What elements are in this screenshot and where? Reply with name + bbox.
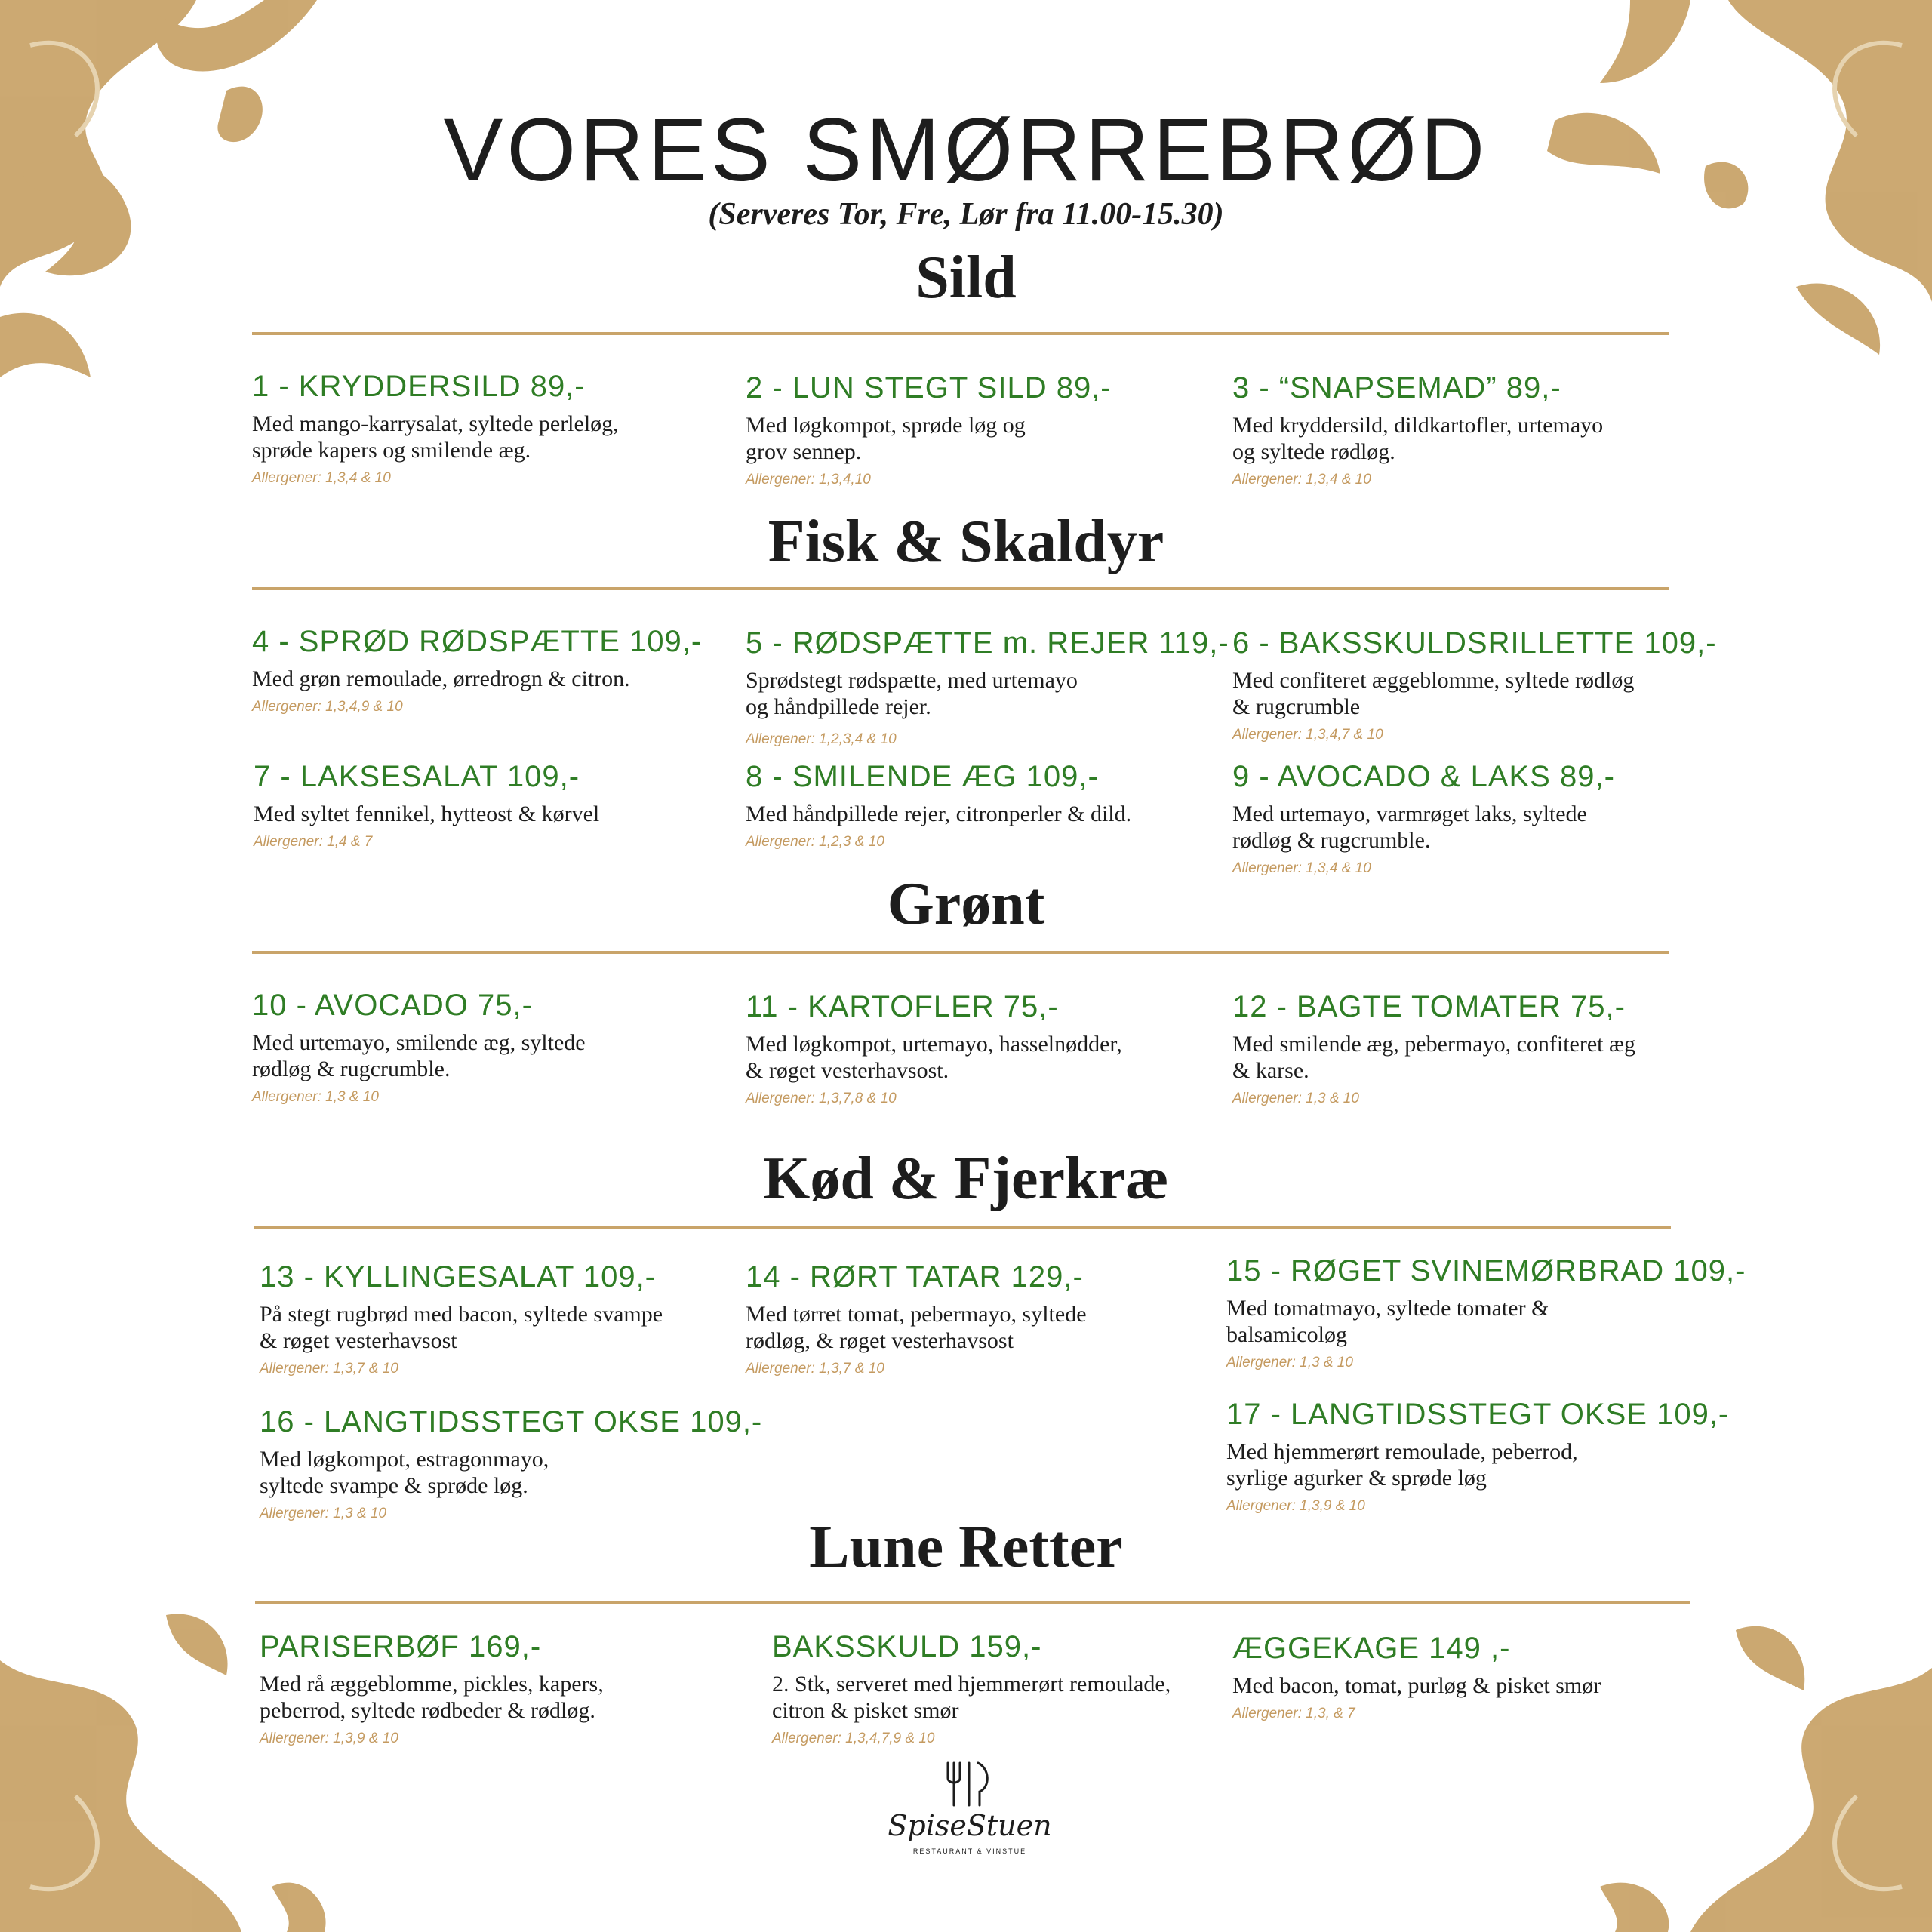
restaurant-logo (857, 1758, 1083, 1872)
menu-item (260, 1630, 743, 1746)
item-allergens: Allergener: 1,3,4 & 10 (1232, 472, 1371, 488)
item-name: 2 - LUN STEGT SILD 89,- (746, 371, 1112, 405)
section-title-koed-fjerkrae: Kød & Fjerkræ (763, 1146, 1169, 1212)
menu-item (772, 1630, 1255, 1746)
item-name: 12 - BAGTE TOMATER 75,- (1232, 990, 1626, 1023)
item-allergens: Allergener: 1,2,3 & 10 (746, 834, 884, 850)
item-allergens: Allergener: 1,3 & 10 (1232, 1091, 1359, 1106)
item-description: Med løgkompot, estragonmayo, syltede svampe & sprøde løg. (260, 1447, 549, 1498)
item-description: Med mango-karrysalat, syltede perleløg, sprøde kapers og smilende æg. (252, 411, 619, 463)
item-allergens: Allergener: 1,3,4,9 & 10 (252, 699, 403, 715)
section-divider (252, 587, 1669, 590)
section-title-sild: Sild (915, 245, 1017, 311)
item-description: Med hjemmerørt remoulade, peberrod, syrlige agurker & sprøde løg (1226, 1439, 1578, 1491)
menu-item (1226, 1254, 1746, 1371)
item-name: BAKSSKULD 159,- (772, 1630, 1042, 1663)
item-allergens: Allergener: 1,3,4 & 10 (252, 470, 391, 486)
item-name: 5 - RØDSPÆTTE m. REJER 119,- (746, 626, 1229, 660)
item-allergens: Allergener: 1,2,3,4 & 10 (746, 731, 897, 747)
serving-hours: (Serveres Tor, Fre, Lør fra 11.00-15.30) (708, 197, 1224, 232)
item-name: 11 - KARTOFLER 75,- (746, 990, 1059, 1023)
menu-item (1232, 1632, 1715, 1721)
item-description: Med løgkompot, urtemayo, hasselnødder, & røget vesterhavsost. (746, 1032, 1122, 1083)
logo-wordmark: SpiseStuen (888, 1809, 1052, 1842)
section-title-groent: Grønt (887, 871, 1045, 937)
item-name: 4 - SPRØD RØDSPÆTTE 109,- (252, 625, 703, 658)
item-allergens: Allergener: 1,3,7 & 10 (260, 1361, 398, 1377)
menu-item (254, 760, 737, 849)
item-name: 9 - AVOCADO & LAKS 89,- (1232, 760, 1615, 793)
item-name: 13 - KYLLINGESALAT 109,- (260, 1260, 656, 1294)
item-allergens: Allergener: 1,3 & 10 (1226, 1355, 1353, 1371)
item-allergens: Allergener: 1,3,4 & 10 (1232, 860, 1371, 876)
item-name: 16 - LANGTIDSSTEGT OKSE 109,- (260, 1405, 763, 1438)
item-allergens: Allergener: 1,3, & 7 (1232, 1706, 1355, 1721)
item-name: 8 - SMILENDE ÆG 109,- (746, 760, 1099, 793)
item-allergens: Allergener: 1,3 & 10 (252, 1089, 379, 1105)
item-description: Med kryddersild, dildkartofler, urtemayo og syltede rødløg. (1232, 413, 1604, 464)
item-name: ÆGGEKAGE 149 ,- (1232, 1632, 1511, 1665)
item-name: 3 - “SNAPSEMAD” 89,- (1232, 371, 1561, 405)
item-description: Med tomatmayo, syltede tomater & balsamicoløg (1226, 1296, 1549, 1347)
item-description: Med bacon, tomat, purløg & pisket smør (1232, 1673, 1601, 1698)
menu-item (1232, 371, 1715, 487)
item-name: PARISERBØF 169,- (260, 1630, 542, 1663)
menu-item (746, 1260, 1229, 1376)
item-description: Med rå æggeblomme, pickles, kapers, peberrod, syltede rødbeder & rødløg. (260, 1672, 604, 1723)
menu-item (260, 1405, 763, 1521)
menu-item (1226, 1398, 1730, 1514)
item-description: Med urtemayo, varmrøget laks, syltede rødløg & rugcrumble. (1232, 801, 1587, 853)
menu-item (1232, 760, 1715, 875)
item-description: Med løgkompot, sprøde løg og grov sennep. (746, 413, 1026, 464)
item-description: Med confiteret æggeblomme, syltede rødløg & rugcrumble (1232, 668, 1635, 719)
section-divider (252, 951, 1669, 954)
logo-tagline: RESTAURANT & VINSTUE (912, 1847, 1027, 1855)
menu-item (1232, 626, 1715, 742)
fork-knife-icon (943, 1758, 996, 1811)
item-description: Med smilende æg, pebermayo, confiteret æg & karse. (1232, 1032, 1636, 1083)
item-allergens: Allergener: 1,3,7,8 & 10 (746, 1091, 897, 1106)
item-description: På stegt rugbrød med bacon, syltede svampe & røget vesterhavsost (260, 1302, 663, 1353)
menu-item (252, 989, 735, 1104)
item-name: 15 - RØGET SVINEMØRBRAD 109,- (1226, 1254, 1746, 1287)
item-allergens: Allergener: 1,3,9 & 10 (260, 1730, 398, 1746)
menu-item (1232, 990, 1715, 1106)
item-allergens: Allergener: 1,3,9 & 10 (1226, 1498, 1365, 1514)
menu-item (252, 625, 735, 714)
item-description: 2. Stk, serveret med hjemmerørt remoulade, citron & pisket smør (772, 1672, 1171, 1723)
menu-item (746, 990, 1229, 1106)
item-name: 10 - AVOCADO 75,- (252, 989, 533, 1022)
section-title-lune-retter: Lune Retter (809, 1514, 1123, 1580)
item-description: Med urtemayo, smilende æg, syltede rødløg & rugcrumble. (252, 1030, 586, 1081)
menu-item (252, 370, 735, 485)
item-allergens: Allergener: 1,4 & 7 (254, 834, 373, 850)
item-allergens: Allergener: 1,3,4,7,9 & 10 (772, 1730, 935, 1746)
menu-item (746, 760, 1229, 849)
item-description: Med syltet fennikel, hytteost & kørvel (254, 801, 600, 826)
section-divider (255, 1601, 1690, 1604)
menu-item (746, 626, 1229, 746)
item-allergens: Allergener: 1,3,7 & 10 (746, 1361, 884, 1377)
item-name: 1 - KRYDDERSILD 89,- (252, 370, 586, 403)
item-description: Med tørret tomat, pebermayo, syltede rødløg, & røget vesterhavsost (746, 1302, 1087, 1353)
item-allergens: Allergener: 1,3,4,7 & 10 (1232, 727, 1383, 743)
menu-title: VORES SMØRREBRØD (443, 100, 1489, 200)
item-allergens: Allergener: 1,3 & 10 (260, 1506, 386, 1521)
item-allergens: Allergener: 1,3,4,10 (746, 472, 871, 488)
item-description: Med grøn remoulade, ørredrogn & citron. (252, 666, 630, 691)
section-divider (254, 1226, 1671, 1229)
item-name: 14 - RØRT TATAR 129,- (746, 1260, 1084, 1294)
item-name: 7 - LAKSESALAT 109,- (254, 760, 580, 793)
item-description: Sprødstegt rødspætte, med urtemayo og håndpillede rejer. (746, 668, 1078, 719)
item-name: 6 - BAKSSKULDSRILLETTE 109,- (1232, 626, 1717, 660)
item-description: Med håndpillede rejer, citronperler & dild. (746, 801, 1132, 826)
menu-item (746, 371, 1229, 487)
menu-item (260, 1260, 743, 1376)
item-name: 17 - LANGTIDSSTEGT OKSE 109,- (1226, 1398, 1730, 1431)
section-title-fisk-skaldyr: Fisk & Skaldyr (768, 509, 1164, 575)
section-divider (252, 332, 1669, 335)
